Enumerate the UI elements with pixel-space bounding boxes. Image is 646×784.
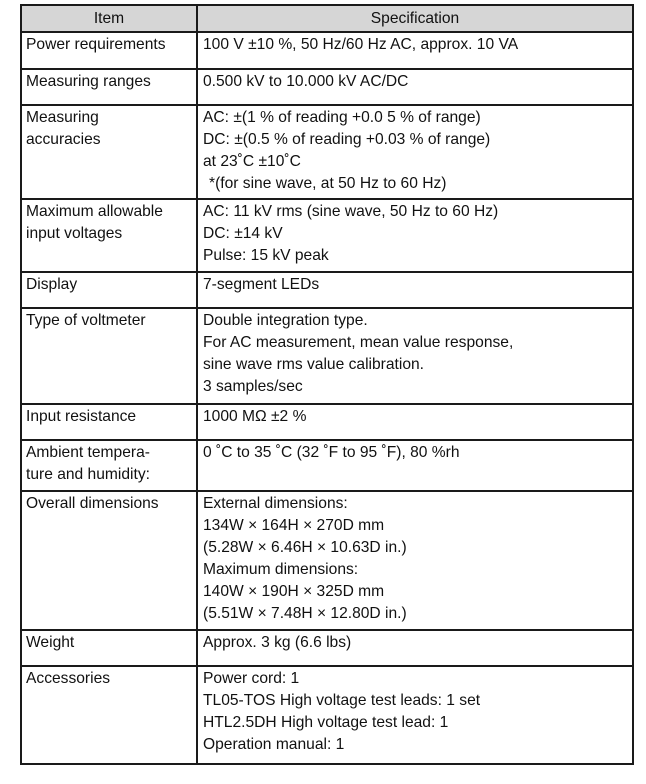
spec-line: 0.500 kV to 10.000 kV AC/DC [203, 73, 409, 90]
spec-footnote: *(for sine wave, at 50 Hz to 60 Hz) [209, 175, 447, 192]
spec-cell [197, 666, 633, 764]
header-row [21, 5, 633, 32]
item-text: Accessories [26, 670, 111, 687]
item-cell [21, 272, 197, 308]
item-cell [21, 666, 197, 764]
table-row [21, 404, 633, 440]
item-cell [21, 630, 197, 666]
spec-line: Double integration type. [203, 312, 368, 329]
table-row [21, 105, 633, 199]
spec-cell [197, 308, 633, 404]
spec-line: 0 ˚C to 35 ˚C (32 ˚F to 95 ˚F), 80 %rh [203, 444, 460, 461]
spec-line: AC: ±(1 % of reading +0.0 5 % of range) [203, 109, 481, 126]
table-row [21, 666, 633, 764]
spec-line: sine wave rms value calibration. [203, 356, 425, 373]
spec-cell [197, 630, 633, 666]
spec-line: For AC measurement, mean value response, [203, 334, 514, 351]
spec-cell [197, 404, 633, 440]
spec-line: DC: ±(0.5 % of reading +0.03 % of range) [203, 131, 491, 148]
spec-line: Maximum dimensions: [203, 561, 359, 578]
table-row [21, 272, 633, 308]
item-text: input voltages [26, 225, 123, 242]
item-text: Weight [26, 634, 75, 651]
spec-line: DC: ±14 kV [203, 225, 283, 242]
spec-line: 3 samples/sec [203, 378, 303, 395]
table-row [21, 491, 633, 630]
item-text: Display [26, 276, 78, 293]
spec-line: HTL2.5DH High voltage test lead: 1 [203, 714, 449, 731]
spec-line: TL05-TOS High voltage test leads: 1 set [203, 692, 481, 709]
item-cell [21, 32, 197, 69]
spec-line: 140W × 190H × 325D mm [203, 583, 385, 600]
table-row [21, 308, 633, 404]
spec-line: 100 V ±10 %, 50 Hz/60 Hz AC, approx. 10 VA [203, 36, 519, 53]
item-text: ture and humidity: [26, 466, 150, 483]
item-cell [21, 199, 197, 272]
spec-line: Operation manual: 1 [203, 736, 345, 753]
spec-cell [197, 105, 633, 199]
spec-cell [197, 272, 633, 308]
spec-line: 7-segment LEDs [203, 276, 320, 293]
spec-cell [197, 69, 633, 105]
item-text: Ambient tempera- [26, 444, 150, 461]
item-cell [21, 308, 197, 404]
spec-cell [197, 440, 633, 491]
spec-line: Pulse: 15 kV peak [203, 247, 329, 264]
item-text: Overall dimensions [26, 495, 159, 512]
item-text: accuracies [26, 131, 101, 148]
spec-line: AC: 11 kV rms (sine wave, 50 Hz to 60 Hz) [203, 203, 499, 220]
item-text: Power requirements [26, 36, 166, 53]
header-specification: Specification [197, 5, 633, 32]
item-text: Maximum allowable [26, 203, 163, 220]
spec-line: (5.51W × 7.48H × 12.80D in.) [203, 605, 407, 622]
spec-cell [197, 491, 633, 630]
table-row [21, 440, 633, 491]
spec-cell [197, 32, 633, 69]
header-item: Item [21, 5, 197, 32]
item-text: Type of voltmeter [26, 312, 146, 329]
item-cell [21, 105, 197, 199]
table-row [21, 32, 633, 69]
spec-line: (5.28W × 6.46H × 10.63D in.) [203, 539, 407, 556]
item-text: Measuring ranges [26, 73, 151, 90]
item-text: Measuring [26, 109, 99, 126]
item-cell [21, 440, 197, 491]
spec-cell [197, 199, 633, 272]
spec-line: 134W × 164H × 270D mm [203, 517, 385, 534]
spec-line: Approx. 3 kg (6.6 lbs) [203, 634, 352, 651]
specifications-table [20, 4, 634, 765]
item-text: Input resistance [26, 408, 137, 425]
spec-line: 1000 MΩ ±2 % [203, 408, 307, 425]
item-cell [21, 69, 197, 105]
item-cell [21, 491, 197, 630]
table-row [21, 630, 633, 666]
table-row [21, 69, 633, 105]
spec-line: at 23˚C ±10˚C [203, 153, 301, 170]
spec-line: External dimensions: [203, 495, 348, 512]
table-row [21, 199, 633, 272]
spec-line: Power cord: 1 [203, 670, 300, 687]
item-cell [21, 404, 197, 440]
